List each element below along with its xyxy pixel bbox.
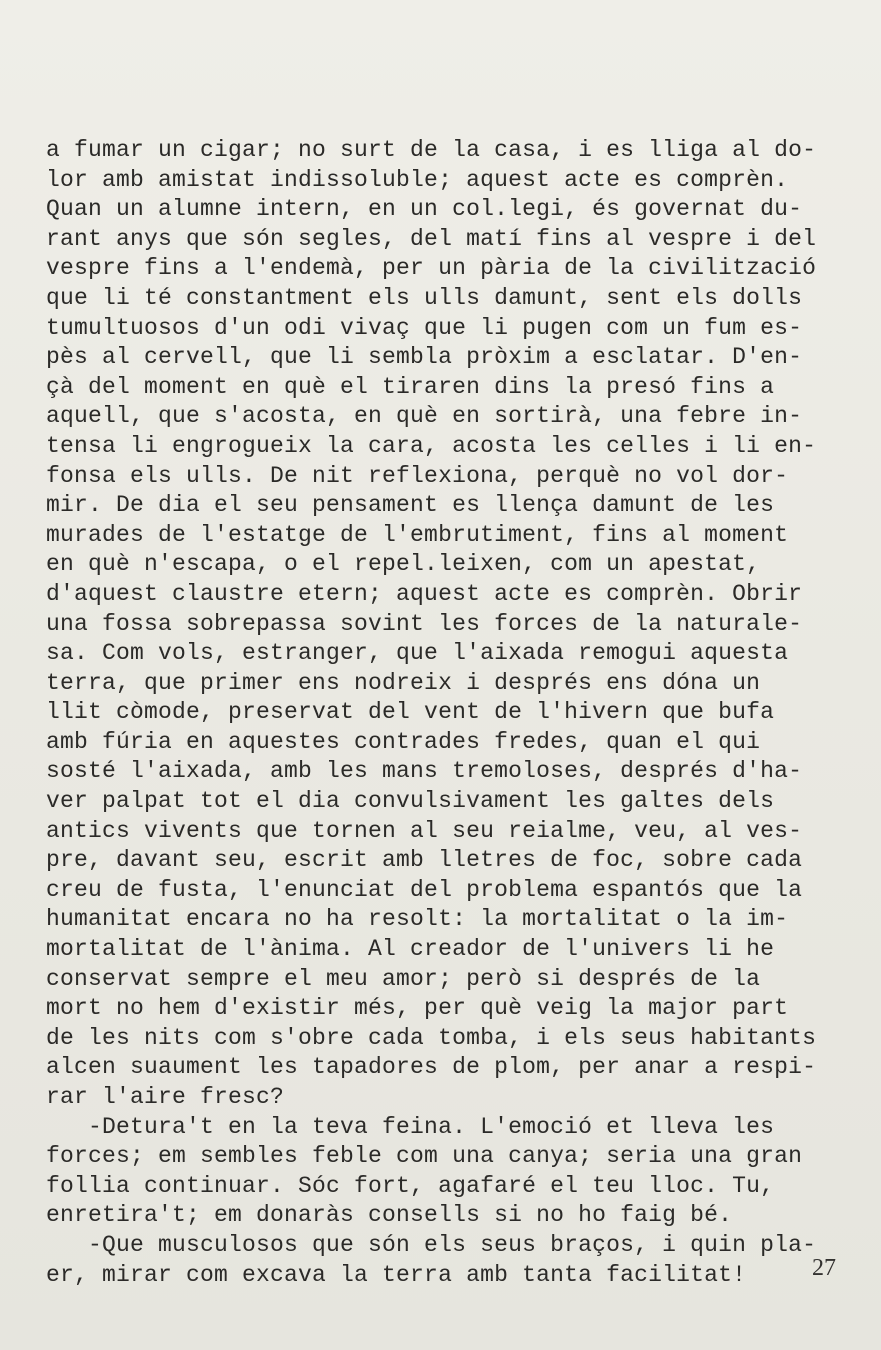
text-line: sa. Com vols, estranger, que l'aixada remogui aquesta: [46, 640, 789, 667]
text-line: mir. De dia el seu pensament es llença damunt de les: [46, 492, 775, 519]
text-line: de les nits com s'obre cada tomba, i els seus habitants: [46, 1024, 817, 1051]
page-number: 27: [812, 1255, 836, 1281]
text-line: terra, que primer ens nodreix i després ens dóna un: [46, 669, 761, 696]
text-line: pès al cervell, que li sembla pròxim a esclatar. D'en-: [46, 344, 803, 371]
text-line: conservat sempre el meu amor; però si després de la: [46, 965, 761, 992]
text-line: fonsa els ulls. De nit reflexiona, perquè no vol dor-: [46, 462, 789, 489]
text-line: Quan un alumne intern, en un col.legi, és governat du-: [46, 196, 803, 223]
text-line: mort no hem d'existir més, per què veig la major part: [46, 995, 789, 1022]
text-line: rant anys que són segles, del matí fins al vespre i del: [46, 225, 817, 252]
text-line: pre, davant seu, escrit amb lletres de foc, sobre cada: [46, 847, 803, 874]
text-line: tensa li engrogueix la cara, acosta les celles i li en-: [46, 432, 817, 459]
text-line: llit còmode, preservat del vent de l'hivern que bufa: [46, 699, 775, 726]
body-text: [46, 136, 858, 1290]
text-line: rar l'aire fresc?: [46, 1084, 285, 1110]
text-line: vespre fins a l'endemà, per un pària de la civilització: [46, 255, 817, 282]
text-line: alcen suaument les tapadores de plom, per anar a respi-: [46, 1054, 817, 1081]
text-line: que li té constantment els ulls damunt, sent els dolls: [46, 284, 803, 311]
text-line: antics vivents que tornen al seu reialme, veu, al ves-: [46, 817, 803, 844]
text-line: tumultuosos d'un odi vivaç que li pugen com un fum es-: [46, 314, 803, 341]
text-line: a fumar un cigar; no surt de la casa, i es lliga al do-: [46, 137, 817, 163]
text-line: forces; em sembles feble com una canya; seria una gran: [46, 1143, 803, 1170]
text-line: humanitat encara no ha resolt: la mortalitat o la im-: [46, 906, 789, 933]
text-line: -Detura't en la teva feina. L'emoció et lleva les: [46, 1113, 775, 1140]
text-line: follia continuar. Sóc fort, agafaré el teu lloc. Tu,: [46, 1172, 775, 1199]
text-line: aquell, que s'acosta, en què en sortirà, una febre in-: [46, 403, 803, 430]
text-line: mortalitat de l'ànima. Al creador de l'univers li he: [46, 936, 775, 963]
text-line: -Que musculosos que són els seus braços, i quin pla-: [46, 1231, 817, 1258]
text-line: amb fúria en aquestes contrades fredes, quan el qui: [46, 728, 761, 755]
text-line: çà del moment en què el tiraren dins la presó fins a: [46, 373, 775, 400]
text-line: lor amb amistat indissoluble; aquest acte es comprèn.: [46, 166, 789, 193]
text-line: enretira't; em donaràs consells si no ho faig bé.: [46, 1202, 733, 1229]
text-line: ver palpat tot el dia convulsivament les galtes dels: [46, 788, 775, 815]
text-line: d'aquest claustre etern; aquest acte es comprèn. Obrir: [46, 580, 803, 607]
text-line: en què n'escapa, o el repel.leixen, com un apestat,: [46, 551, 761, 578]
text-line: creu de fusta, l'enunciat del problema espantós que la: [46, 876, 803, 903]
text-line: una fossa sobrepassa sovint les forces de la naturale-: [46, 610, 803, 637]
text-line: murades de l'estatge de l'embrutiment, fins al moment: [46, 521, 789, 548]
text-line: er, mirar com excava la terra amb tanta facilitat!: [46, 1261, 747, 1288]
text-line: sosté l'aixada, amb les mans tremoloses, després d'ha-: [46, 758, 803, 785]
